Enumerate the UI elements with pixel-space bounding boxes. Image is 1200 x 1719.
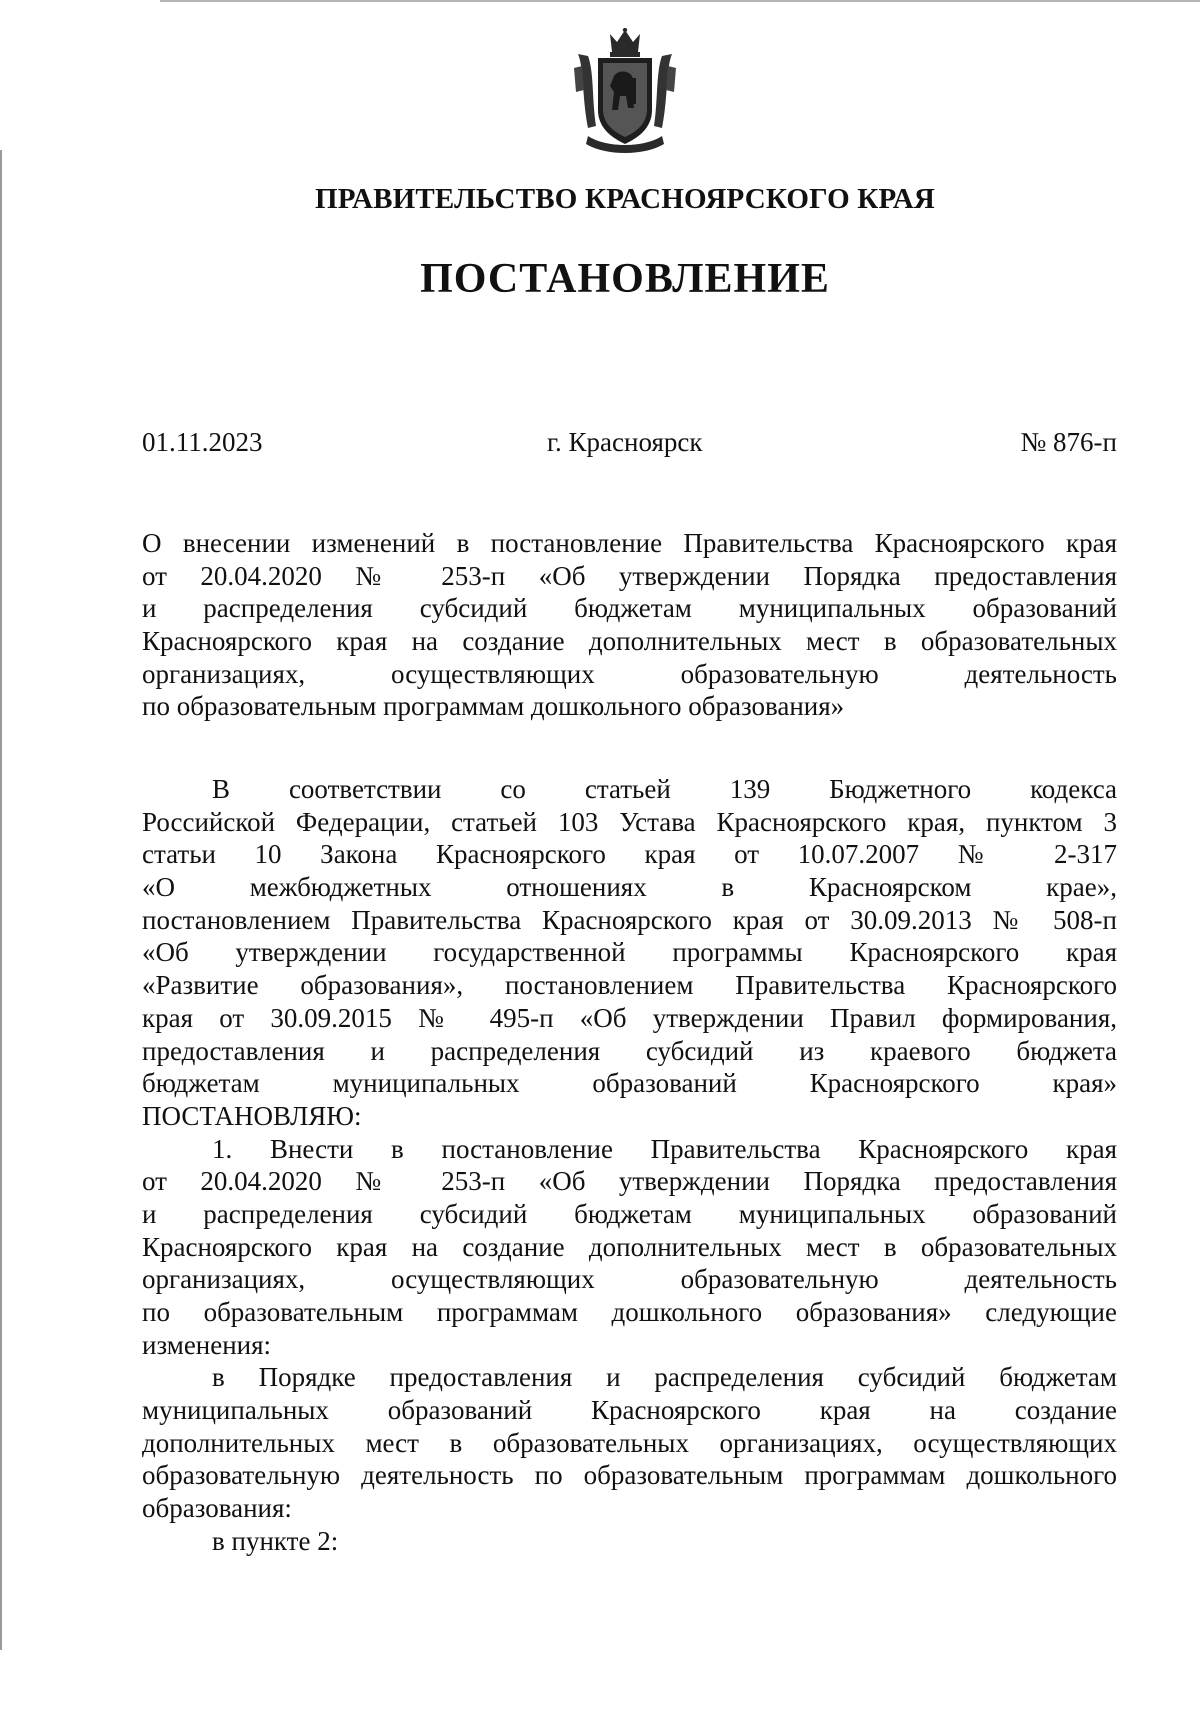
body-line: предоставления и распределения субсидий из краевого бюджета — [142, 1035, 1117, 1066]
body-line: «О межбюджетных отношениях в Красноярском крае», — [142, 872, 1117, 903]
body-line: постановлением Правительства Красноярского края от 30.09.2013 № 508-п — [142, 904, 1117, 935]
body-line: образования: — [142, 1493, 292, 1524]
subject-line: организациях, осуществляющих образовательную деятельность — [142, 658, 1117, 689]
document-body — [142, 773, 1117, 1558]
subject-line: О внесении изменений в постановление Правительства Красноярского края — [142, 528, 1117, 558]
body-line: статьи 10 Закона Красноярского края от 10.07.2007 № 2-317 — [142, 839, 1117, 870]
body-line: «Об утверждении государственной программы Красноярского края — [142, 937, 1117, 968]
body-line: Красноярского края на создание дополнительных мест в образовательных — [142, 1231, 1117, 1262]
document-meta — [142, 427, 1117, 463]
body-line: Российской Федерации, статьей 103 Устава Красноярского края, пунктом 3 — [142, 806, 1117, 837]
body-line: в Порядке предоставления и распределения субсидий бюджетам — [212, 1362, 1117, 1393]
body-line: муниципальных образований Красноярского края на создание — [142, 1395, 1117, 1426]
scan-edge-left — [0, 150, 2, 1650]
body-line: организациях, осуществляющих образовательную деятельность — [142, 1264, 1117, 1295]
subject-line: по образовательным программам дошкольного образования» — [142, 691, 845, 722]
body-line: «Развитие образования», постановлением Правительства Красноярского — [142, 970, 1117, 1001]
coat-of-arms-icon — [570, 28, 680, 156]
document-number: № 876-п — [1020, 427, 1117, 457]
subject-line: от 20.04.2020 № 253-п «Об утверждении Порядка предоставления — [142, 560, 1117, 591]
body-line: образовательную деятельность по образовательным программам дошкольного — [142, 1460, 1117, 1491]
body-line: от 20.04.2020 № 253-п «Об утверждении Порядка предоставления — [142, 1166, 1117, 1197]
body-line: бюджетам муниципальных образований Красноярского края» — [142, 1068, 1117, 1099]
body-line: В соответствии со статьей 139 Бюджетного кодекса — [212, 774, 1117, 804]
document-place: г. Красноярск — [547, 427, 703, 457]
body-line: ПОСТАНОВЛЯЮ: — [142, 1100, 362, 1131]
subject-line: Красноярского края на создание дополнительных мест в образовательных — [142, 626, 1117, 657]
organization-title: ПРАВИТЕЛЬСТВО КРАСНОЯРСКОГО КРАЯ — [314, 183, 936, 215]
body-line: края от 30.09.2015 № 495-п «Об утверждении Правил формирования, — [142, 1002, 1117, 1033]
document-date: 01.11.2023 — [142, 427, 263, 457]
body-line: 1. Внести в постановление Правительства Красноярского края — [212, 1133, 1117, 1164]
document-type-heading: ПОСТАНОВЛЕНИЕ — [420, 256, 830, 302]
body-line: изменения: — [142, 1329, 272, 1360]
document-subject — [142, 527, 1117, 723]
body-line: и распределения субсидий бюджетам муниципальных образований — [142, 1198, 1117, 1229]
scan-edge-top — [160, 0, 1200, 2]
subject-line: и распределения субсидий бюджетам муниципальных образований — [142, 593, 1117, 624]
body-line: дополнительных мест в образовательных организациях, осуществляющих — [142, 1427, 1117, 1458]
body-line: по образовательным программам дошкольного образования» следующие — [142, 1297, 1117, 1327]
body-line: в пункте 2: — [212, 1525, 339, 1556]
